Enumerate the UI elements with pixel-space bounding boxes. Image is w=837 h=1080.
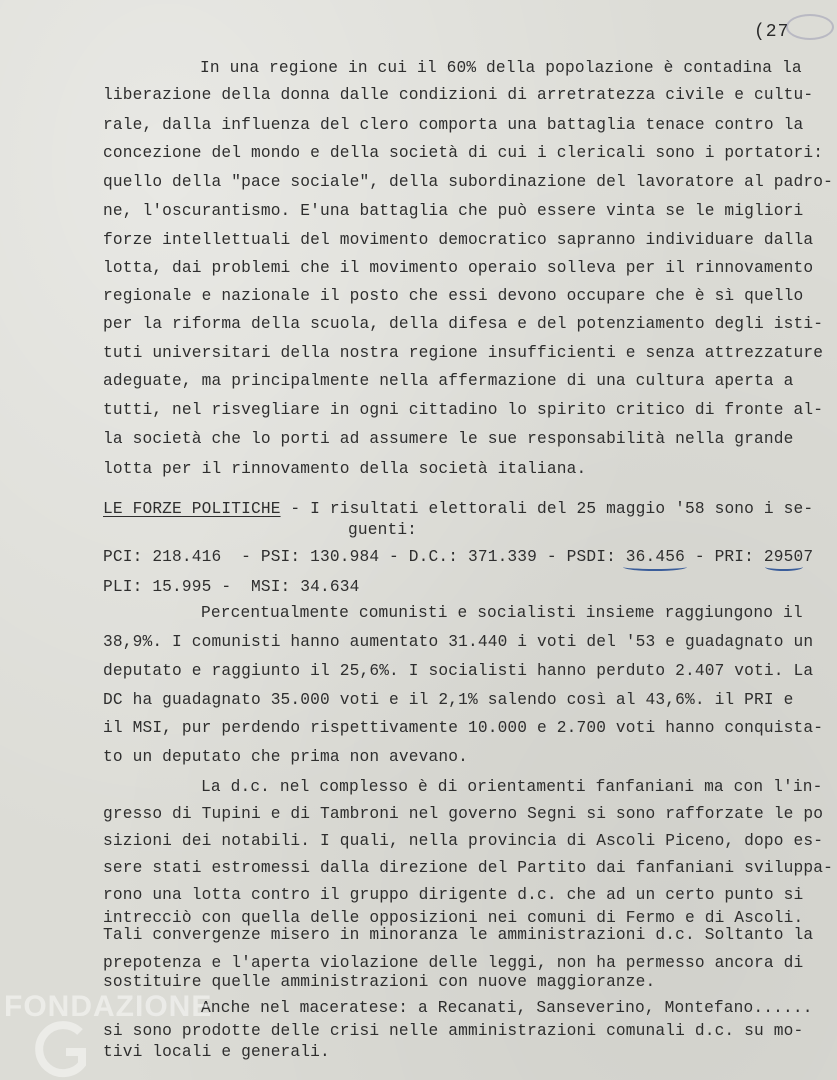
watermark-logo-icon <box>30 1020 100 1080</box>
p1-line: lotta per il rinnovamento della società italiana. <box>103 460 587 478</box>
p1-line: rale, dalla influenza del clero comporta una battaglia tenace contro la <box>103 116 804 134</box>
p1-line: quello della "pace sociale", della subordinazione del lavoratore al padro- <box>103 173 833 191</box>
p1-line: adeguate, ma principalmente nella affermazione di una cultura aperta a <box>103 372 794 390</box>
section-intro-continued: guenti: <box>348 521 418 539</box>
p3-line: Tali convergenze misero in minoranza le amministrazioni d.c. Soltanto la <box>103 926 814 944</box>
p3-line: intrecciò con quella delle opposizioni nei comuni di Fermo e di Ascoli. <box>103 909 804 927</box>
pen-underline-pri <box>765 563 803 571</box>
pen-underline-psdi <box>623 563 687 571</box>
p3-line: La d.c. nel complesso è di orientamenti fanfaniani ma con l'in- <box>201 778 823 796</box>
p2-line: deputato e raggiunto il 25,6%. I socialisti hanno perduto 2.407 voti. La <box>103 662 814 680</box>
page-number-circle-mark <box>786 14 834 40</box>
p1-line: concezione del mondo e della società di cui i clericali sono i portatori: <box>103 144 824 162</box>
p3-line: gresso di Tupini e di Tambroni nel governo Segni si sono rafforzate le po <box>103 805 824 823</box>
p2-line: 38,9%. I comunisti hanno aumentato 31.440 i voti del '53 e guadagnato un <box>103 633 814 651</box>
section-intro: - I risultati elettorali del 25 maggio '58 sono i se- <box>280 500 814 518</box>
p4-line: tivi locali e generali. <box>103 1043 330 1061</box>
p1-line: liberazione della donna dalle condizioni di arretratezza civile e cultu- <box>103 86 814 104</box>
p2-line: to un deputato che prima non avevano. <box>103 748 468 766</box>
page-number: (27 <box>754 22 790 42</box>
p3-line: sostituire quelle amministrazioni con nuove maggioranze. <box>103 973 656 991</box>
p1-line: la società che lo porti ad assumere le sue responsabilità nella grande <box>103 430 794 448</box>
p4-line: si sono prodotte delle crisi nelle amministrazioni comunali d.c. su mo- <box>103 1022 804 1040</box>
p1-line: forze intellettuali del movimento democratico sapranno individuare dalla <box>103 231 814 249</box>
p3-line: sizioni dei notabili. I quali, nella provincia di Ascoli Piceno, dopo es- <box>103 832 824 850</box>
p2-line: DC ha guadagnato 35.000 voti e il 2,1% salendo così al 43,6%. il PRI e <box>103 691 794 709</box>
p3-line: sere stati estromessi dalla direzione del Partito dai fanfaniani sviluppa- <box>103 859 833 877</box>
p1-line: In una regione in cui il 60% della popolazione è contadina la <box>200 59 802 77</box>
election-results-line: PCI: 218.416 - PSI: 130.984 - D.C.: 371.339 - PSDI: 36.456 - PRI: 29507 <box>103 548 814 566</box>
p1-line: tutti, nel risvegliare in ogni cittadino lo spirito critico di fronte al- <box>103 401 824 419</box>
p1-line: lotta, dai problemi che il movimento operaio solleva per il rinnovamento <box>103 259 814 277</box>
election-results-line: PLI: 15.995 - MSI: 34.634 <box>103 578 360 596</box>
fondazione-watermark: FONDAZIONE <box>4 990 213 1023</box>
p1-line: regionale e nazionale il posto che essi devono occupare che è sì quello <box>103 287 804 305</box>
p2-line: il MSI, pur perdendo rispettivamente 10.000 e 2.700 voti hanno conquista- <box>103 719 824 737</box>
p1-line: per la riforma della scuola, della difesa e del potenziamento degli isti- <box>103 315 824 333</box>
p3-line: prepotenza e l'aperta violazione delle leggi, non ha permesso ancora di <box>103 954 804 972</box>
p2-line: Percentualmente comunisti e socialisti insieme raggiungono il <box>201 604 803 622</box>
p1-line: ne, l'oscurantismo. E'una battaglia che può essere vinta se le migliori <box>103 202 804 220</box>
section-heading-row <box>103 499 813 519</box>
p1-line: tuti universitari della nostra regione insufficienti e senza attrezzature <box>103 344 824 362</box>
p3-line: rono una lotta contro il gruppo dirigente d.c. che ad un certo punto si <box>103 886 804 904</box>
section-heading: LE FORZE POLITICHE <box>103 500 281 518</box>
p4-line: Anche nel maceratese: a Recanati, Sanseverino, Montefano...... <box>201 999 813 1017</box>
